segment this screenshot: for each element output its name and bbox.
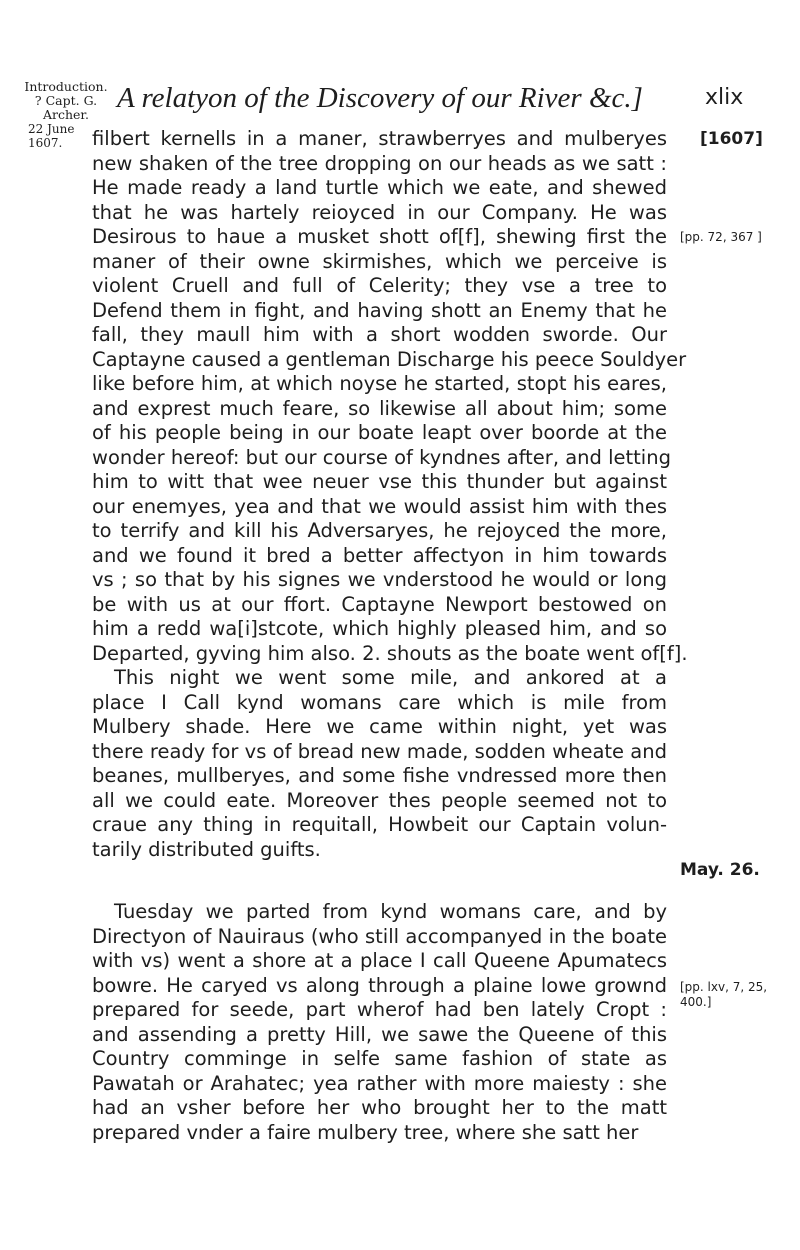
text-line: Directyon of Nauiraus (who still accompanyed in the boate — [92, 924, 667, 948]
text-line: and we found it bred a better affectyon in him towards — [92, 543, 667, 567]
text-line: there ready for vs of bread new made, sodden wheate and — [92, 739, 667, 763]
text-line: This night we went some mile, and ankored at a — [114, 666, 667, 689]
text-line: He made ready a land turtle which we eate, and shewed — [92, 176, 667, 199]
text-line: filbert kernells in a maner, strawberryes and mulberyes — [92, 127, 667, 150]
text-line: be with us at our ffort. Captayne Newport bestowed on — [92, 592, 667, 616]
text-line: and assending a pretty Hill, we sawe the Queene of this — [92, 1022, 667, 1046]
margin-date: May. 26. — [680, 860, 760, 880]
text-line: Mulbery shade. Here we came within night, yet was — [92, 715, 667, 738]
sidenote-introduction: Introduction. — [24, 79, 108, 94]
page-number: xlix — [705, 85, 744, 110]
text-line: violent Cruell and full of Celerity; they vse a tree to — [92, 274, 667, 297]
text-line: of his people being in our boate leapt over boorde at the — [92, 421, 667, 444]
text-line: like before him, at which noyse he started, stopt his eares, — [92, 372, 667, 395]
text-line: Defend them in fight, and having shott an Enemy that he — [92, 298, 667, 322]
text-line: prepared for seede, part wherof had ben lately Cropt : — [92, 998, 667, 1021]
text-line: him to witt that wee neuer vse this thunder but against — [92, 470, 667, 493]
text-line: vs ; so that by his signes we vnderstood he would or long — [92, 568, 667, 591]
text-line: Captayne caused a gentleman Discharge his peece Souldyer — [92, 347, 687, 371]
text-line: craue any thing in requitall, Howbeit our Captain volun- — [92, 813, 667, 836]
sidenote-author: ? Capt. G. Archer. — [34, 93, 98, 122]
text-line: prepared vnder a faire mulbery tree, where she satt her — [92, 1120, 639, 1144]
sidenote-date: 22 June 1607. — [28, 122, 75, 150]
margin-page-reference: [pp. 72, 367 ] — [680, 230, 762, 244]
text-line: wonder hereof: but our course of kyndnes after, and letting — [92, 445, 671, 469]
paragraph-gap — [92, 862, 667, 900]
text-line: our enemyes, yea and that we would assist him with thes — [92, 494, 667, 518]
text-line: that he was hartely reioyced in our Company. He was — [92, 200, 667, 224]
body-text — [92, 127, 688, 1145]
text-line: fall, they maull him with a short wodden sworde. Our — [92, 323, 667, 346]
text-line: beanes, mullberyes, and some fishe vndressed more then — [92, 764, 667, 787]
text-line: new shaken of the tree dropping on our heads as we satt : — [92, 151, 667, 175]
text-line: all we could eate. Moreover thes people seemed not to — [92, 788, 667, 812]
text-line: to terrify and kill his Adversaryes, he rejoyced the more, — [92, 519, 667, 542]
text-line: tarily distributed guifts. — [92, 837, 321, 861]
margin-page-reference: [pp. lxv, 7, 25, 400.] — [680, 980, 768, 1009]
text-line: Desirous to haue a musket shott of[f], shewing first the — [92, 225, 667, 248]
text-line: maner of their owne skirmishes, which we perceive is — [92, 249, 667, 273]
text-line: Departed, gyving him also. 2. shouts as the boate went of[f]. — [92, 641, 688, 665]
text-line: Pawatah or Arahatec; yea rather with more maiesty : she — [92, 1071, 667, 1095]
text-line: bowre. He caryed vs along through a plaine lowe grownd — [92, 973, 667, 997]
running-head: A relatyon of the Discovery of our River &c.] — [117, 82, 643, 114]
text-line: Country comminge in selfe same fashion of state as — [92, 1047, 667, 1070]
margin-year: [1607] — [700, 129, 763, 149]
text-line: and exprest much feare, so likewise all about him; some — [92, 396, 667, 420]
text-line: him a redd wa[i]stcote, which highly pleased him, and so — [92, 617, 667, 640]
text-line: Tuesday we parted from kynd womans care, and by — [114, 900, 667, 923]
text-line: had an vsher before her who brought her to the matt — [92, 1096, 667, 1119]
text-line: place I Call kynd womans care which is mile from — [92, 690, 667, 714]
text-line: with vs) went a shore at a place I call Queene Apumatecs — [92, 949, 667, 972]
